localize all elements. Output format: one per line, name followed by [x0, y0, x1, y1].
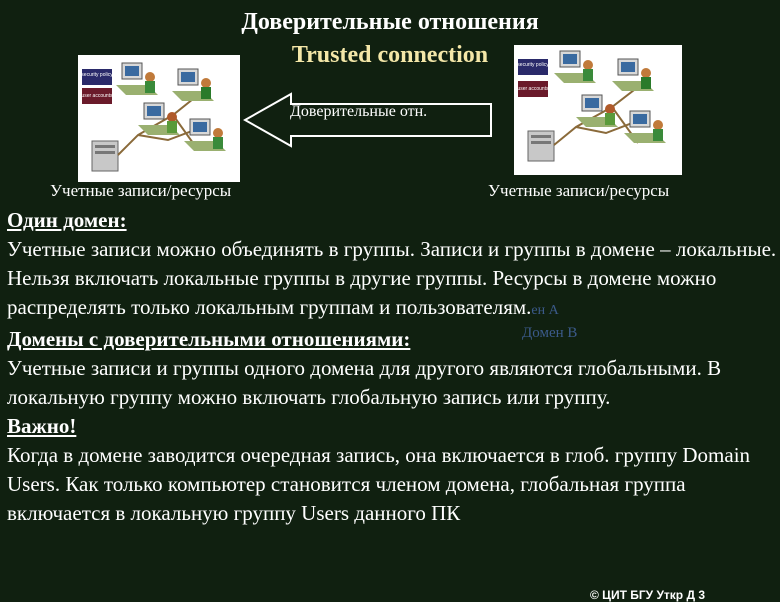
- legend-security-policy-b: security policy: [517, 62, 549, 68]
- domain-a-network-image: [78, 55, 240, 182]
- legend-security-policy-a: security policy: [81, 72, 113, 78]
- section-trusted-domains-text: Учетные записи и группы одного домена для другого являются глобальными. В локальную группу можно включать глобальную запись или группу.: [7, 356, 722, 409]
- workstation-icon: [116, 63, 158, 95]
- workstation-icon: [576, 95, 618, 127]
- server-icon: [528, 131, 554, 161]
- server-icon: [92, 141, 118, 171]
- section-important-title: Важно!: [7, 414, 77, 438]
- workstation-icon: [172, 69, 214, 101]
- domain-a-label: ен А: [531, 303, 559, 318]
- legend-box-b: [517, 59, 549, 97]
- domain-b-network-image: [514, 45, 682, 175]
- workstation-icon: [612, 59, 654, 91]
- legend-box-a: [81, 69, 113, 104]
- workstation-icon: [138, 103, 180, 135]
- title-line-1: Доверительные отношения: [241, 9, 539, 35]
- domain-b-label: Домен В: [522, 325, 578, 341]
- workstation-icon: [624, 111, 666, 143]
- trust-arrow-label: Доверительные отн.: [290, 103, 428, 120]
- workstation-icon: [554, 51, 596, 83]
- workstation-icon: [184, 119, 226, 151]
- section-one-domain-title: Один домен:: [7, 208, 127, 232]
- section-trusted-domains-title: Домены с доверительными отношениями:: [7, 327, 411, 351]
- title-line-2: Trusted connection: [291, 42, 489, 68]
- section-one-domain-text: Учетные записи можно объединять в группы. Записи и группы в домене – локальные. Нельзя включать локальные группы в другие группы. Ресурсы в домене можно распределять только локальным группам и пользователям.: [7, 237, 777, 319]
- slide-body: [7, 206, 777, 528]
- domain-a-caption: Учетные записи/ресурсы: [50, 181, 232, 200]
- legend-user-accounts-a: user accounts: [81, 93, 113, 99]
- legend-user-accounts-b: user accounts: [517, 86, 549, 92]
- section-important-text: Когда в домене заводится очередная запись, она включается в глоб. группу Domain Users. Как только компьютер становится членом домена, глобальная группа включается в локальную группу Users данного ПК: [7, 443, 751, 525]
- copyright-footer: © ЦИТ БГУ Уткр Д 3: [590, 588, 706, 602]
- domain-b-caption: Учетные записи/ресурсы: [488, 181, 670, 200]
